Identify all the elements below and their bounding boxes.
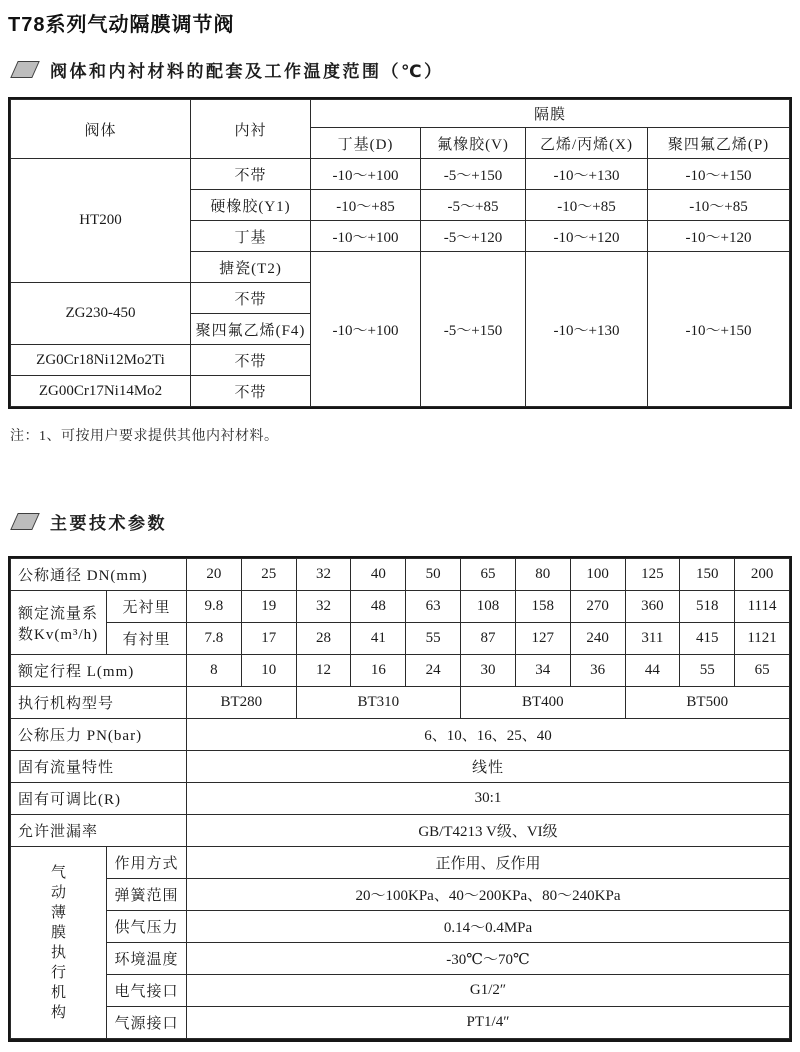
stroke-value: 65	[735, 655, 790, 687]
param-label: 固有可调比(R)	[11, 783, 187, 815]
stroke-value: 55	[680, 655, 735, 687]
kv-value: 41	[351, 623, 406, 655]
kv-value: 158	[515, 591, 570, 623]
technical-parameters-table-frame	[8, 556, 792, 1042]
kv-value: 48	[351, 591, 406, 623]
kv-value: 415	[680, 623, 735, 655]
kv-sublabel: 有衬里	[107, 623, 187, 655]
header-diaphragm-type: 丁基(D)	[311, 128, 421, 159]
temp-cell: -10～+100	[311, 159, 421, 190]
kv-value: 1114	[735, 591, 790, 623]
stroke-value: 12	[296, 655, 351, 687]
lining-cell: 不带	[191, 376, 311, 407]
temp-cell: -5～+85	[421, 190, 526, 221]
actuator-sublabel: 电气接口	[107, 975, 187, 1007]
technical-parameters-table	[10, 558, 790, 1039]
dn-value: 25	[241, 559, 296, 591]
valve-body-cell: ZG0Cr18Ni12Mo2Ti	[11, 345, 191, 376]
stroke-value: 36	[570, 655, 625, 687]
param-label: 公称通径 DN(mm)	[11, 559, 187, 591]
table-row-rangeability	[11, 783, 790, 815]
header-valve-body: 阀体	[11, 100, 191, 159]
section-heading-materials	[8, 57, 792, 82]
actuator-value: G1/2″	[187, 975, 790, 1007]
header-diaphragm: 隔膜	[311, 100, 790, 128]
kv-value: 7.8	[187, 623, 242, 655]
kv-value: 240	[570, 623, 625, 655]
section-heading-parameters	[8, 509, 792, 534]
dn-value: 80	[515, 559, 570, 591]
param-value: 6、10、16、25、40	[187, 719, 790, 751]
actuator-value: 20～100KPa、40～200KPa、80～240KPa	[187, 879, 790, 911]
actuator-group-label-text: 气动薄膜执行机构	[50, 864, 66, 1021]
table-row-leakage	[11, 815, 790, 847]
kv-value: 9.8	[187, 591, 242, 623]
temp-cell: -10～+120	[648, 221, 790, 252]
lining-cell: 不带	[191, 345, 311, 376]
kv-value: 17	[241, 623, 296, 655]
temp-cell-merged: -5～+150	[421, 252, 526, 407]
table-row-supply-pressure	[11, 911, 790, 943]
temp-cell-merged: -10～+150	[648, 252, 790, 407]
param-label: 公称压力 PN(bar)	[11, 719, 187, 751]
kv-value: 270	[570, 591, 625, 623]
valve-body-cell: ZG230-450	[11, 283, 191, 345]
stroke-value: 10	[241, 655, 296, 687]
actuator-sublabel: 环境温度	[107, 943, 187, 975]
actuator-model-value: BT400	[461, 687, 625, 719]
table-row-action-mode	[11, 847, 790, 879]
temp-cell: -10～+150	[648, 159, 790, 190]
stroke-value: 34	[515, 655, 570, 687]
kv-value: 63	[406, 591, 461, 623]
temp-cell: -10～+85	[526, 190, 648, 221]
dn-value: 40	[351, 559, 406, 591]
stroke-value: 24	[406, 655, 461, 687]
actuator-value: 正作用、反作用	[187, 847, 790, 879]
table-row	[11, 159, 790, 190]
table-row-electrical-port	[11, 975, 790, 1007]
actuator-sublabel: 供气压力	[107, 911, 187, 943]
table-note: 注：1、可按用户要求提供其他内衬材料。	[10, 429, 279, 444]
temp-cell: -5～+150	[421, 159, 526, 190]
lining-cell: 聚四氟乙烯(F4)	[191, 314, 311, 345]
temp-cell: -10～+100	[311, 221, 421, 252]
material-temperature-table	[10, 99, 790, 407]
kv-value: 518	[680, 591, 735, 623]
lining-cell: 不带	[191, 283, 311, 314]
kv-value: 87	[461, 623, 516, 655]
stroke-value: 16	[351, 655, 406, 687]
temp-cell: -10～+85	[648, 190, 790, 221]
material-temperature-table-frame	[8, 97, 792, 409]
actuator-value: PT1/4″	[187, 1007, 790, 1039]
dn-value: 50	[406, 559, 461, 591]
param-label: 执行机构型号	[11, 687, 187, 719]
kv-value: 55	[406, 623, 461, 655]
header-diaphragm-type: 氟橡胶(V)	[421, 128, 526, 159]
temp-cell: -10～+120	[526, 221, 648, 252]
section-marker-icon	[10, 513, 40, 530]
temp-cell: -10～+130	[526, 159, 648, 190]
kv-value: 28	[296, 623, 351, 655]
param-label: 额定行程 L(mm)	[11, 655, 187, 687]
stroke-value: 30	[461, 655, 516, 687]
kv-value: 127	[515, 623, 570, 655]
table-header-row	[11, 100, 790, 128]
header-lining: 内衬	[191, 100, 311, 159]
param-value: GB/T4213 V级、VI级	[187, 815, 790, 847]
actuator-value: 0.14～0.4MPa	[187, 911, 790, 943]
lining-cell: 搪瓷(T2)	[191, 252, 311, 283]
dn-value: 200	[735, 559, 790, 591]
table-row-pn	[11, 719, 790, 751]
actuator-group-label	[11, 847, 107, 1039]
actuator-sublabel: 气源接口	[107, 1007, 187, 1039]
param-value: 30:1	[187, 783, 790, 815]
actuator-model-value: BT500	[625, 687, 790, 719]
dn-value: 65	[461, 559, 516, 591]
actuator-model-value: BT280	[187, 687, 297, 719]
actuator-sublabel: 作用方式	[107, 847, 187, 879]
table-row-kv-lined	[11, 623, 790, 655]
lining-cell: 丁基	[191, 221, 311, 252]
temp-cell-merged: -10～+100	[311, 252, 421, 407]
kv-sublabel: 无衬里	[107, 591, 187, 623]
stroke-value: 8	[187, 655, 242, 687]
actuator-sublabel: 弹簧范围	[107, 879, 187, 911]
table-row-flow-characteristic	[11, 751, 790, 783]
param-label: 允许泄漏率	[11, 815, 187, 847]
table-row-actuator-model	[11, 687, 790, 719]
kv-value: 19	[241, 591, 296, 623]
section-heading-label: 主要技术参数	[50, 514, 167, 533]
dn-value: 125	[625, 559, 680, 591]
actuator-value: -30℃～70℃	[187, 943, 790, 975]
page-title: T78系列气动隔膜调节阀	[8, 14, 235, 36]
dn-value: 20	[187, 559, 242, 591]
valve-body-cell: HT200	[11, 159, 191, 283]
lining-cell: 硬橡胶(Y1)	[191, 190, 311, 221]
param-label: 额定流量系数Kv(m³/h)	[11, 591, 107, 655]
table-row-kv-unlined	[11, 591, 790, 623]
valve-body-cell: ZG00Cr17Ni14Mo2	[11, 376, 191, 407]
param-value: 线性	[187, 751, 790, 783]
temp-cell: -5～+120	[421, 221, 526, 252]
section-marker-icon	[10, 61, 40, 78]
param-label: 固有流量特性	[11, 751, 187, 783]
kv-value: 311	[625, 623, 680, 655]
section-heading-label: 阀体和内衬材料的配套及工作温度范围（℃）	[50, 62, 444, 81]
actuator-model-value: BT310	[296, 687, 460, 719]
table-row-stroke	[11, 655, 790, 687]
table-row-dn	[11, 559, 790, 591]
table-row-ambient-temperature	[11, 943, 790, 975]
kv-value: 32	[296, 591, 351, 623]
dn-value: 150	[680, 559, 735, 591]
dn-value: 100	[570, 559, 625, 591]
lining-cell: 不带	[191, 159, 311, 190]
header-diaphragm-type: 乙烯/丙烯(X)	[526, 128, 648, 159]
kv-value: 1121	[735, 623, 790, 655]
table-row-spring-range	[11, 879, 790, 911]
temp-cell: -10～+85	[311, 190, 421, 221]
kv-value: 360	[625, 591, 680, 623]
kv-value: 108	[461, 591, 516, 623]
dn-value: 32	[296, 559, 351, 591]
stroke-value: 44	[625, 655, 680, 687]
temp-cell-merged: -10～+130	[526, 252, 648, 407]
table-row-air-port	[11, 1007, 790, 1039]
header-diaphragm-type: 聚四氟乙烯(P)	[648, 128, 790, 159]
